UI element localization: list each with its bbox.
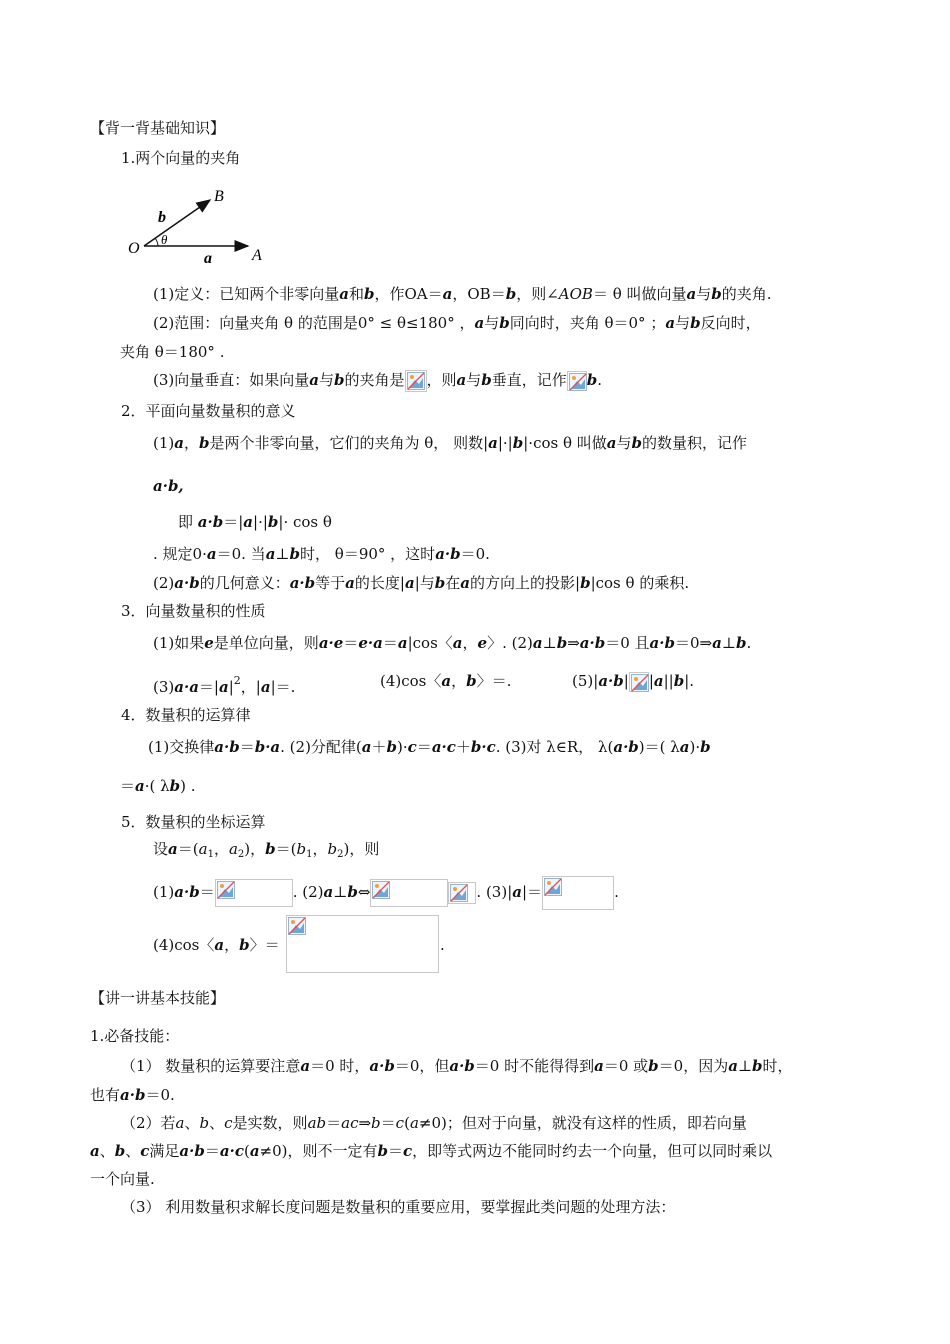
range-line-cont: 夹角 θ＝180° . xyxy=(120,343,225,361)
dot-product-def-line: (1)a，b是两个非零向量，它们的夹角为 θ， 则数|a|·|b|·cos θ 叫做a与b的数量积，记作 xyxy=(153,434,748,452)
geometric-meaning-line: (2)a·b的几何意义：a·b等于a的长度|a|与b在a的方向上的投影|b|cos θ 的乘积. xyxy=(153,574,690,592)
broken-image-icon xyxy=(372,881,390,899)
formula-image-placeholder xyxy=(370,879,448,907)
perpendicular-line: (3)向量垂直：如果向量a与b的夹角是 ，则a与b垂直，记作 b. xyxy=(153,370,602,392)
coordinate-cos-line: (4)cos〈a，b〉＝ xyxy=(153,936,280,954)
vector-angle-diagram xyxy=(124,184,264,266)
skill-2-line-2: a、b、c满足a·b＝a·c(a≠0)，则不一定有b＝c，即等式两边不能同时约去一个向量，但可以同时乘以 xyxy=(90,1142,773,1160)
properties-line-2-cos: (4)cos〈a，b〉＝. xyxy=(380,672,512,690)
definition-line: (1)定义：已知两个非零向量a和b，作OA＝a，OB＝b，则∠AOB＝ θ 叫做向量a与b的夹角. xyxy=(153,285,772,303)
laws-line-1: (1)交换律a·b＝b·a. (2)分配律(a＋b)·c＝a·c＋b·c. (3)对 λ∈R， λ(a·b)＝( λa)·b xyxy=(148,738,711,756)
skill-1-line-1: （1） 数量积的运算要注意a＝0 时，a·b＝0，但a·b＝0 时不能得得到a＝0 或b＝0，因为a⊥b时， xyxy=(121,1057,793,1075)
formula-image-placeholder xyxy=(629,672,649,692)
broken-image-icon xyxy=(631,674,649,692)
topic-angle-title: 1.两个向量的夹角 xyxy=(121,149,241,167)
label-A: A xyxy=(252,247,262,264)
broken-image-icon xyxy=(288,917,306,935)
broken-image-icon xyxy=(217,881,235,899)
topic-properties-title: 3．向量数量积的性质 xyxy=(121,602,266,620)
section-header-skills: 【讲一讲基本技能】 xyxy=(90,989,226,1007)
topic-coordinate-title: 5．数量积的坐标运算 xyxy=(121,813,266,831)
formula-image-placeholder xyxy=(448,882,476,904)
skill-3-line: （3） 利用数量积求解长度问题是数量积的重要应用，要掌握此类问题的处理方法： xyxy=(121,1198,676,1216)
label-a: a xyxy=(204,250,212,266)
formula-image-placeholder xyxy=(542,876,614,910)
skills-subtitle: 1.必备技能： xyxy=(90,1027,180,1045)
skill-2-line-3: 一个向量. xyxy=(90,1170,155,1188)
vector-b-arrow xyxy=(144,200,210,246)
broken-image-icon xyxy=(544,878,562,896)
formula-image-placeholder xyxy=(405,370,427,392)
dot-product-formula: 即 a·b＝|a|·|b|· cos θ xyxy=(178,513,332,531)
angle-arc xyxy=(155,238,158,246)
formula-image-placeholder xyxy=(286,915,439,973)
range-line: (2)范围：向量夹角 θ 的范围是0° ≤ θ≤180° ，a与b同向时，夹角 θ＝0° ；a与b反向时， xyxy=(153,314,761,332)
label-B: B xyxy=(214,188,224,205)
topic-laws-title: 4．数量积的运算律 xyxy=(121,706,251,724)
properties-line-2: $(3)a\cdot a=|a|^2$，|a|＝. xyxy=(153,674,296,696)
label-b: b xyxy=(158,209,166,226)
skill-2-line-1: （2）若a、b、c是实数，则ab＝ac⇒b＝c(a≠0)；但对于向量，就没有这样的性质，即若向量 xyxy=(121,1114,747,1132)
formula-image-placeholder xyxy=(567,371,587,391)
broken-image-icon xyxy=(569,373,587,391)
coordinate-setup-line: 设$a=(a_1$，$a_2$)，$b=(b_1$，$b_2$)，则 xyxy=(153,840,380,860)
topic-dot-product-title: 2．平面向量数量积的意义 xyxy=(121,402,296,420)
laws-line-2: ＝a·( λb) . xyxy=(120,777,196,795)
dot-product-notation: a·b, xyxy=(153,477,184,495)
properties-line-1: (1)如果e是单位向量，则a·e＝e·a＝a|cos〈a，e〉. (2)a⊥b⇒a·b＝0 且a·b＝0⇒a⊥b. xyxy=(153,634,752,652)
skill-1-line-2: 也有a·b＝0. xyxy=(90,1086,175,1104)
coordinate-cos-period: . xyxy=(440,936,445,954)
coordinate-formulas-line: (1)a·b＝ . (2)a⊥b⇔ . (3)|a|＝ . xyxy=(153,876,619,910)
dot-product-zero-rule: . 规定0·a＝0. 当a⊥b时， θ＝90° ，这时a·b＝0. xyxy=(153,545,490,563)
label-theta: θ xyxy=(161,232,168,247)
label-O: O xyxy=(128,240,140,257)
broken-image-icon xyxy=(450,884,468,902)
properties-line-2-ineq: (5)|a·b| |a||b|. xyxy=(572,672,695,690)
section-header-basics: 【背一背基础知识】 xyxy=(90,119,226,137)
broken-image-icon xyxy=(407,372,425,390)
formula-image-placeholder xyxy=(215,879,293,907)
